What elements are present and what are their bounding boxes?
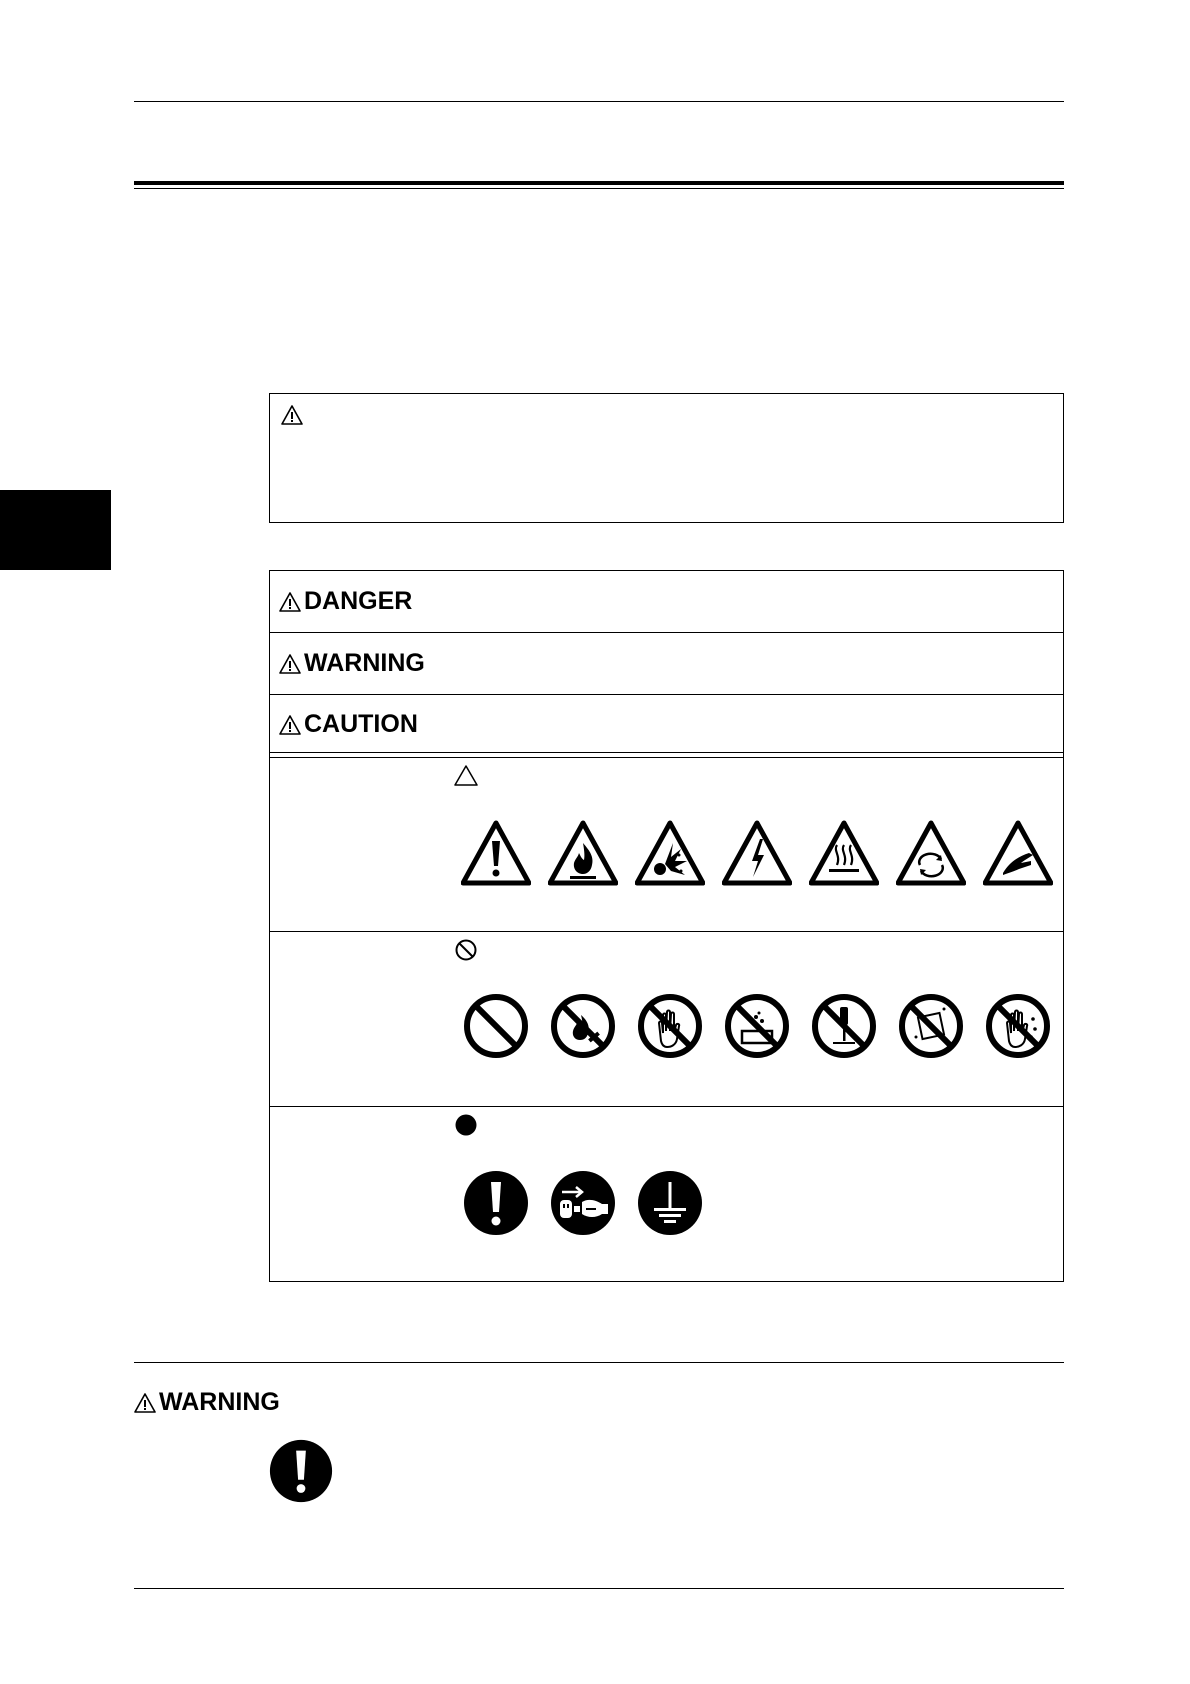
explosion-hazard-icon	[635, 819, 705, 889]
warning-label	[278, 651, 425, 676]
unplug-icon	[548, 1168, 618, 1238]
no-fire-icon	[548, 991, 618, 1061]
hot-surface-icon	[809, 819, 879, 889]
chapter-tab-marker	[0, 490, 111, 570]
rotating-parts-icon	[896, 819, 966, 889]
caution-triangle-outline-icon	[454, 764, 478, 788]
caution-text: CAUTION	[304, 710, 418, 738]
general-caution-icon	[461, 819, 531, 889]
pinch-hand-icon	[983, 819, 1053, 889]
title-rule-thick	[134, 181, 1064, 185]
row-divider	[270, 694, 1063, 695]
section-rule	[134, 1362, 1064, 1363]
caution-label	[278, 712, 418, 737]
electric-shock-icon	[722, 819, 792, 889]
warning-triangle-small-icon	[278, 591, 302, 613]
warning-triangle-small-icon	[278, 653, 302, 675]
title-rule-thin	[134, 188, 1064, 189]
fire-hazard-icon	[548, 819, 618, 889]
row-divider-double	[270, 757, 1063, 758]
notice-box	[269, 393, 1064, 523]
general-prohibition-icon	[461, 991, 531, 1061]
warning-triangle-small-icon	[278, 714, 302, 736]
section-warning-label	[133, 1390, 280, 1415]
section-warning-text: WARNING	[159, 1388, 280, 1416]
prohibition-circle-icon	[454, 938, 478, 962]
warning-triangle-small-icon	[280, 404, 304, 426]
mandatory-dot-icon	[454, 1113, 478, 1137]
warning-text: WARNING	[304, 649, 425, 677]
row-divider-double	[270, 752, 1063, 753]
danger-label	[278, 589, 412, 614]
header-rule	[134, 101, 1064, 102]
footer-rule	[134, 1588, 1064, 1589]
mandatory-action-icon	[267, 1437, 335, 1505]
do-not-wet-icon	[896, 991, 966, 1061]
row-divider	[270, 632, 1063, 633]
symbols-table	[269, 570, 1064, 1282]
warning-triangle-small-icon	[133, 1392, 157, 1414]
mandatory-action-icon	[461, 1168, 531, 1238]
no-water-contact-icon	[722, 991, 792, 1061]
do-not-disassemble-icon	[809, 991, 879, 1061]
no-wet-hands-icon	[983, 991, 1053, 1061]
ground-connection-icon	[635, 1168, 705, 1238]
danger-text: DANGER	[304, 587, 413, 615]
do-not-touch-icon	[635, 991, 705, 1061]
row-divider	[270, 1106, 1063, 1107]
row-divider	[270, 931, 1063, 932]
